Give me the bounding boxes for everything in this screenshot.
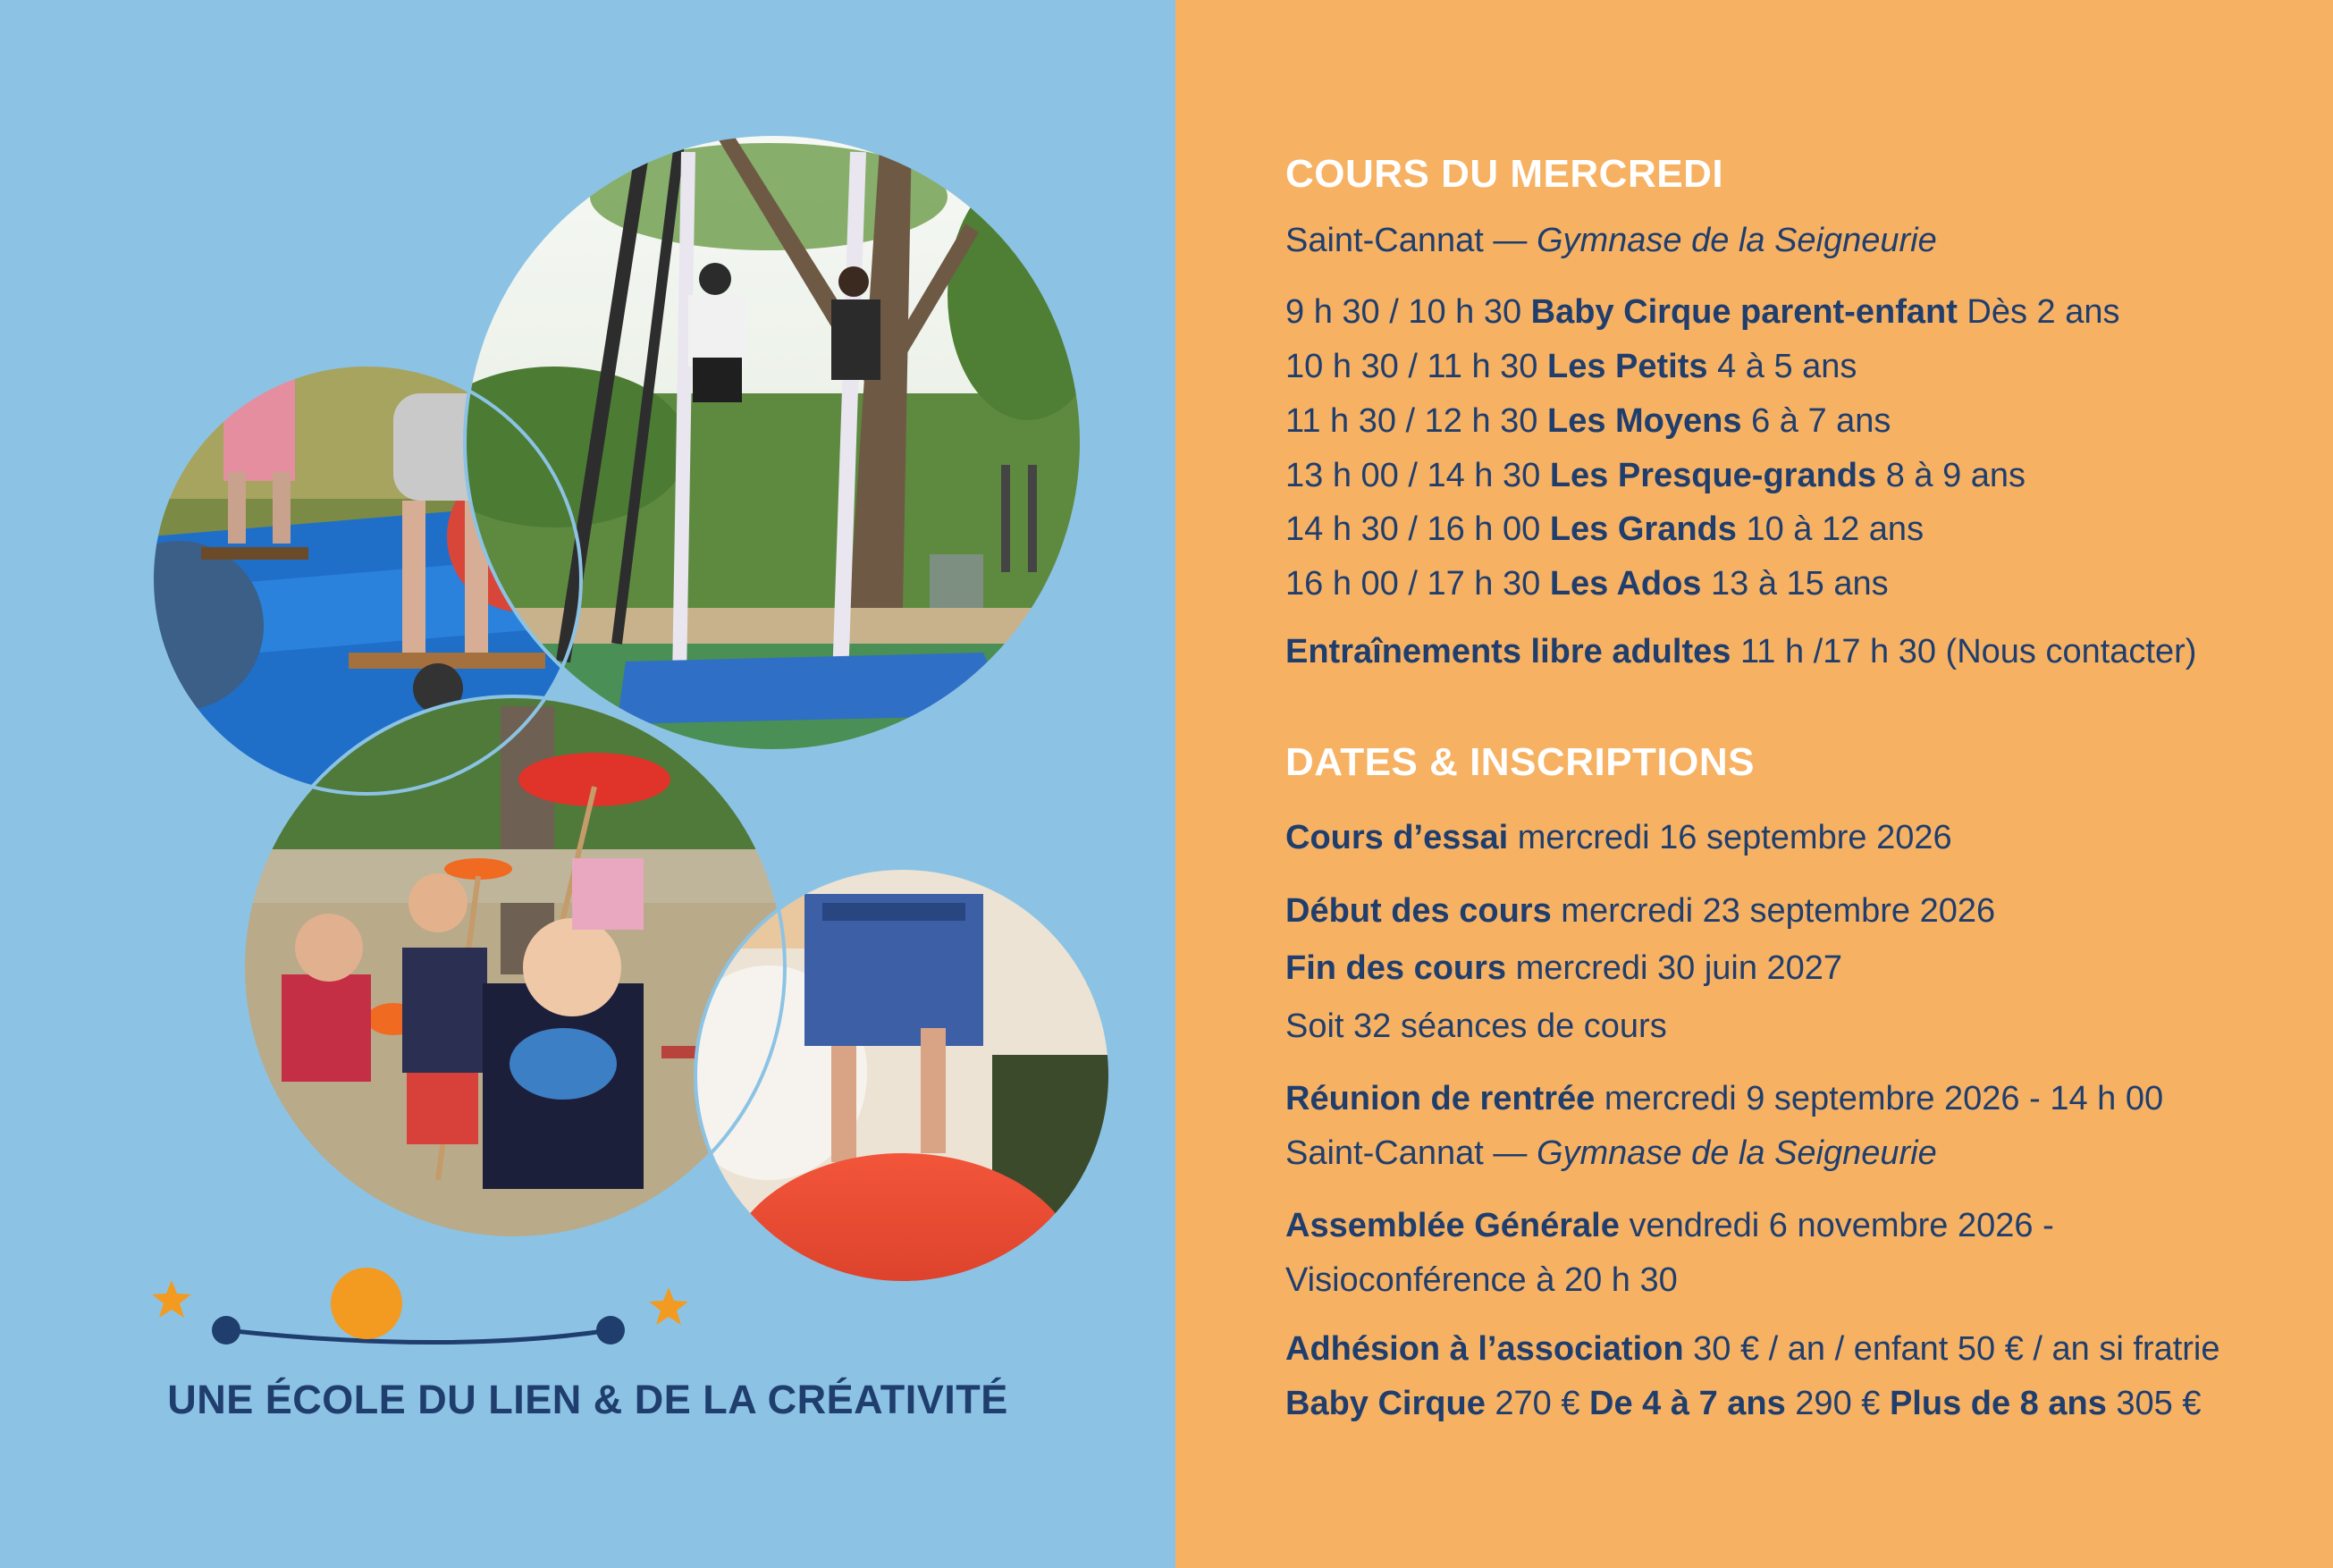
reunion-date: mercredi 9 septembre 2026 - 14 h 00 [1604, 1080, 2164, 1117]
session-row [1285, 565, 1889, 603]
session-row [1285, 348, 1857, 386]
price-baby-label: Baby Cirque [1285, 1385, 1486, 1422]
dates-title: DATES & INSCRIPTIONS [1285, 740, 1756, 784]
reunion-location [1285, 1134, 1937, 1173]
session-row [1285, 293, 2120, 332]
session-name: Baby Cirque parent-enfant [1530, 293, 1958, 331]
session-ages: 10 à 12 ans [1746, 510, 1925, 548]
reunion-label: Réunion de rentrée [1285, 1080, 1596, 1117]
adults-label: Entraînements libre adultes [1285, 633, 1731, 670]
price-8: 305 € [2116, 1385, 2202, 1422]
session-time: 14 h 30 / 16 h 00 [1285, 510, 1541, 548]
session-row [1285, 457, 2026, 495]
location-city: Saint-Cannat — [1285, 222, 1528, 259]
price-4-7: 290 € [1795, 1385, 1881, 1422]
price-8-label: Plus de 8 ans [1889, 1385, 2107, 1422]
star-icon-left [152, 1280, 191, 1318]
session-ages: 8 à 9 ans [1885, 457, 2026, 494]
debut-date: mercredi 23 septembre 2026 [1561, 892, 1996, 930]
cours-location [1285, 222, 1937, 260]
adhesion-row [1285, 1330, 2220, 1369]
debut-row [1285, 892, 1995, 931]
price-4-7-label: De 4 à 7 ans [1589, 1385, 1786, 1422]
cours-title: COURS DU MERCREDI [1285, 152, 1724, 196]
session-time: 16 h 00 / 17 h 30 [1285, 565, 1541, 603]
session-ages: 13 à 15 ans [1711, 565, 1889, 603]
essai-row [1285, 819, 1952, 857]
session-name: Les Ados [1549, 565, 1702, 603]
session-row [1285, 402, 1891, 441]
reunion-row [1285, 1080, 2163, 1118]
fin-row [1285, 949, 1842, 988]
ag-row [1285, 1207, 2054, 1245]
reunion-venue: Gymnase de la Seigneurie [1536, 1134, 1937, 1172]
fin-date: mercredi 30 juin 2027 [1515, 949, 1843, 987]
session-time: 13 h 00 / 14 h 30 [1285, 457, 1541, 494]
ag-date: vendredi 6 novembre 2026 - [1629, 1207, 2054, 1244]
essai-date: mercredi 16 septembre 2026 [1517, 819, 1952, 856]
session-name: Les Grands [1549, 510, 1737, 548]
session-time: 9 h 30 / 10 h 30 [1285, 293, 1522, 331]
star-icon-right [649, 1287, 688, 1325]
adhesion-label: Adhésion à l’association [1285, 1330, 1684, 1368]
session-ages: 4 à 5 ans [1717, 348, 1857, 385]
logo-decoration [152, 1268, 688, 1345]
ag-detail: Visioconférence à 20 h 30 [1285, 1261, 1678, 1299]
session-name: Les Moyens [1546, 402, 1742, 440]
tagline: UNE ÉCOLE DU LIEN & DE LA CRÉATIVITÉ [167, 1377, 1008, 1422]
ag-label: Assemblée Générale [1285, 1207, 1620, 1244]
price-baby: 270 € [1495, 1385, 1580, 1422]
session-time: 10 h 30 / 11 h 30 [1285, 348, 1538, 385]
prices-row [1285, 1385, 2202, 1423]
debut-label: Début des cours [1285, 892, 1552, 930]
session-name: Les Presque-grands [1549, 457, 1877, 494]
seances-row: Soit 32 séances de cours [1285, 1007, 1667, 1045]
adults-row [1285, 633, 2196, 671]
adults-detail: 11 h /17 h 30 (Nous contacter) [1739, 633, 2197, 670]
session-ages: Dès 2 ans [1967, 293, 2120, 331]
session-name: Les Petits [1546, 348, 1708, 385]
reunion-city: Saint-Cannat — [1285, 1134, 1528, 1172]
location-venue: Gymnase de la Seigneurie [1536, 222, 1937, 259]
essai-label: Cours d’essai [1285, 819, 1509, 856]
session-ages: 6 à 7 ans [1751, 402, 1891, 440]
adhesion-price: 30 € / an / enfant 50 € / an si fratrie [1693, 1330, 2220, 1368]
session-row [1285, 510, 1924, 549]
session-time: 11 h 30 / 12 h 30 [1285, 402, 1538, 440]
fin-label: Fin des cours [1285, 949, 1507, 987]
